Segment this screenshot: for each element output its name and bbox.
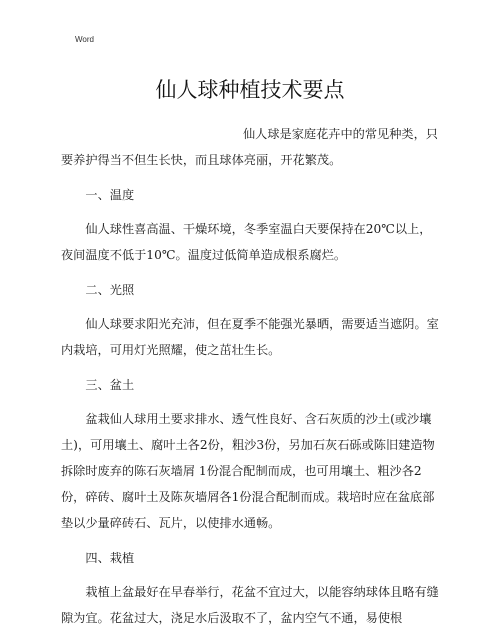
section-heading-planting: 四、栽植 bbox=[85, 550, 135, 565]
section-heading-temperature: 一、温度 bbox=[85, 187, 135, 202]
document-body bbox=[61, 121, 443, 640]
section-heading-soil: 三、盆土 bbox=[85, 377, 135, 392]
app-label: Word bbox=[75, 35, 94, 44]
section-body-temperature: 仙人球性喜高温、干燥环境，冬季室温白天要保持在20℃以上，夜间温度不低于10℃。温度过低简单造成根系腐烂。 bbox=[61, 222, 432, 262]
section-body-light: 仙人球要求阳光充沛，但在夏季不能强光暴晒，需要适当遮阴。室内栽培，可用灯光照耀，使之茁壮生长。 bbox=[61, 317, 439, 357]
document-title: 仙人球种植技术要点 bbox=[155, 78, 345, 102]
section-heading-light: 二、光照 bbox=[85, 282, 135, 297]
section-body-soil: 盆栽仙人球用土要求排水、透气性良好、含石灰质的沙土(或沙壤土)，可用壤土、腐叶土各2份，粗沙3份，另加石灰石砾或陈旧建造物拆除时废弃的陈石灰墙屑 1份混合配制而成，也可用壤土、粗沙各2份，碎砖、腐叶土及陈灰墙屑各1份混合配制而成。栽培时应在盆底部垫以少量碎砖石、瓦片，以使排水通畅。 bbox=[61, 412, 435, 530]
intro-paragraph: 仙人球是家庭花卉中的常见种类，只要养护得当不但生长快，而且球体亮丽，开花繁茂。 bbox=[61, 127, 438, 167]
section-body-planting: 栽植上盆最好在早春举行，花盆不宜过大，以能容纳球体且略有缝隙为宜。花盆过大，浇足水后汲取不了，盆内空气不通，易使根 bbox=[61, 585, 439, 625]
